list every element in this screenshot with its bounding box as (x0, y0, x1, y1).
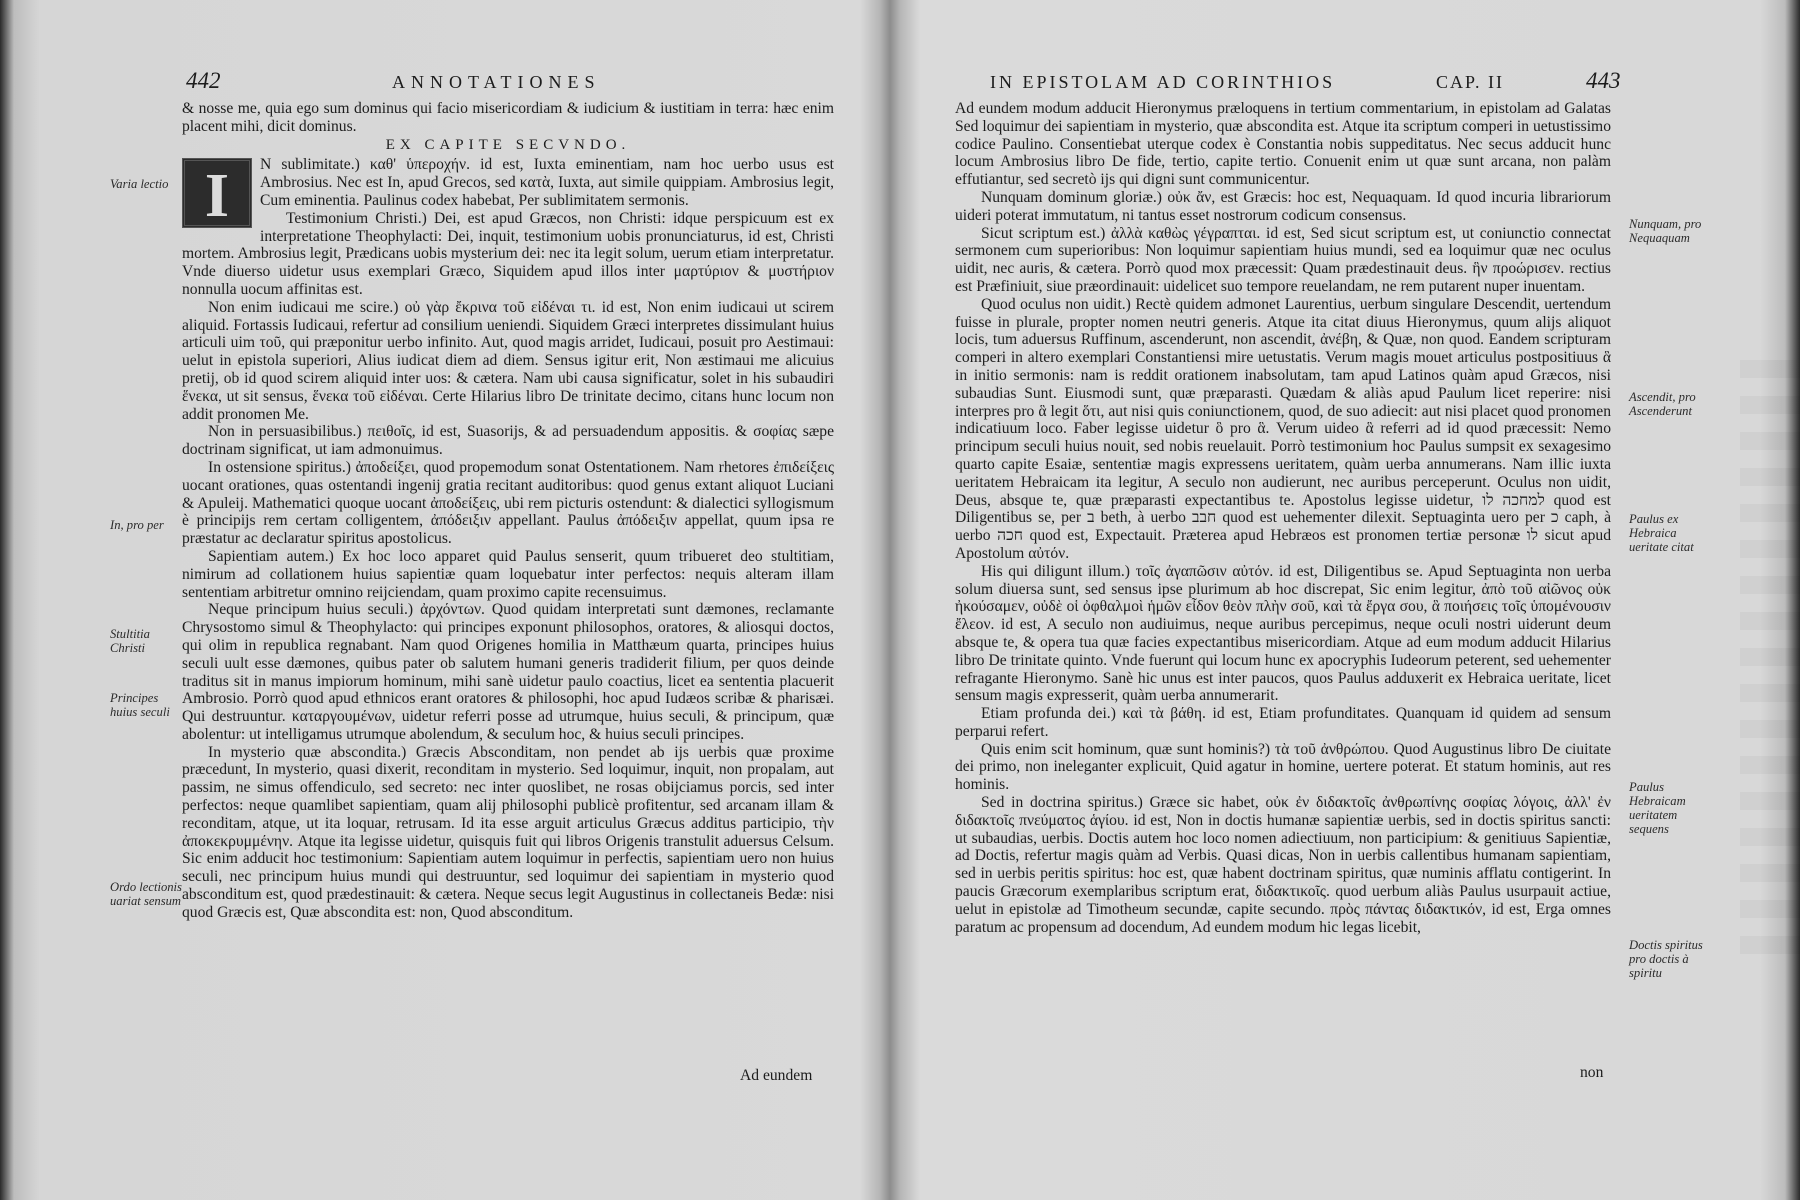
paragraph: His qui diligunt illum.) τοῖς ἀγαπῶσιν αὐτόν. id est, Diligentibus se. Apud Septuaginta non uerba solum diuersa sunt, sed sensus ipse plurimum ab hoc discrepat, Sic enim legitur, ἀπὸ τοῦ αἰῶνος οὐκ ἠκούσαμεν, οὐδὲ οἱ ὀφθαλμοὶ ἡμῶν εἶδον θεὸν πλὴν σοῦ, καὶ τὰ ἔργα σου, ἃ ποιήσεις τοῖς ὑπομένουσιν ἔλεον. id est, A seculo non audiuimus, neque auribus percepimus, neque oculi nostri uiderunt deum absque te, & opera tua quæ facies expectantibus misericordiam. Atque ad eum modum adducit Hilarius libro De trinitate quinto. Vnde fuerunt qui locum hunc ex apocryphis Iudeorum peterent, sed uehementer refragante Hieronymo. Sanè hic unus est inter paucos, quos Paulus adduxerit ex Hebraica ueritate, licet sensum magis expresserit, quàm uerba annumerarit. (955, 562, 1611, 705)
paragraph: Sapientiam autem.) Ex hoc loco apparet quid Paulus senserit, quum tribueret deo stultitiam, nimirum ad collationem huius sapientiæ quam loquebatur inter perfectos: nequis alteram illam sententiam arbitretur omnino reijciendam, quam proximo capite recensuimus. (182, 547, 834, 601)
chapter-marker: CAP. II (1436, 72, 1505, 92)
paragraph: Non enim iudicaui me scire.) οὐ γὰρ ἔκρινα τοῦ εἰδέναι τι. id est, Non enim iudicaui ut scirem aliquid. Fortassis Iudicaui, refertur ad consilium ueniendi. Siquidem Græci interpretes dissimulant huius articuli uim τοῦ, qui præponitur uerbo infinito. Aut, quod magis arridet, Iudicaui, posuit pro Aestimaui: uelut in epistola superiori, Alius iudicat diem ad diem. Sensus igitur erit, Non æstimaui me alicuius pretij, ob id quod scirem aliquid inter uos: & cætera. Nam ubi causa significatur, solet in his subaudiri ἕνεκα, ut sit sensus, ἕνεκα τοῦ εἰδέναι. Certe Hilarius libro De trinitate decimo, citans hunc locum non addit pronomen Me. (182, 298, 834, 423)
margin-note: Ascendit, pro Ascenderunt (1629, 390, 1696, 418)
paragraph: Non in persuasibilibus.) πειθοῖς, id est, Suasorijs, & ad persuadendum appositis. & σοφίας sæpe doctrinam significat, ut iam admonuimus. (182, 423, 834, 459)
paragraph: Testimonium Christi.) Dei, est apud Græcos, non Christi: idque perspicuum est ex interpretatione Theophylacti: Dei, inquit, testimonium uobis pronunciaturus, id est, Christi mortem. Ambrosius legit, Prædicans uobis mysterium dei: nec ita legit solum, uerum etiam interpretatur. Vnde diuerso uidetur usus exemplari Græco, Siquidem apud illos inter μαρτύριον & μυστήριον nonnulla uocum affinitas est. (182, 209, 834, 298)
paragraph: Neque principum huius seculi.) ἀρχόντων. Quod quidam interpretati sunt dæmones, reclamante Chrysostomo simul & Theophylacto: qui principes exponunt philosophos, oratores, & aliosqui doctos, qui olim in republica regnabant. Nam quod Origenes homilia in Matthæum quarta, principes huius seculi uult esse dæmones, quibus pater ob salutem humani generis tradiderit filium, per quos deinde traditus sit in manus impiorum hominum, mihi sanè uidetur paulo coactius, licet ea sententia placuerit Ambrosio. Porrò quod apud ethnicos erant oratores & philosophi, hoc apud Iudæos scribæ & pharisæi. Qui destruuntur. καταργουμένων, uidetur referri posse ad utrumque, huius seculi, & principum, quæ abolentur: ut intelligamus utrumque abolendum, & seculum hoc, & huius seculi principes. (182, 601, 834, 743)
paragraph: Sed in doctrina spiritus.) Græce sic habet, οὐκ ἐν διδακτοῖς ἀνθρωπίνης σοφίας λόγοις, ἀλλ' ἐν διδακτοῖς πνεύματος ἁγίου. id est, Non in doctis humanæ sapientiæ uerbis, sed in doctis spiritus sancti: ut subaudias, uerbis. Doctis autem hoc loco nomen adiectiuum, non participium: & genitiuus Sapientiæ, ad Doctis, refertur magis quàm ad Verbis. Quasi dicas, Non in uerbis callentibus humanam sapientiam, sed in uerbis peritis spiritus: hoc est, quæ habent doctrinam spiritus, quæ numinis afflatu contigerint. In paucis Græcorum exemplaribus scriptum erat, διδακτικοῖς. quod uerbum aliàs Paulus usurpauit actiue, uelut in epistolæ ad Timotheum secundæ, capite secundo. πρὸς πάντας διδακτικόν, id est, Erga omnes paratum ac propensum ad docendum, Ad eundem modum hic legas licebit, (955, 794, 1611, 936)
margin-note: Principes huius seculi (110, 691, 170, 719)
margin-note: Doctis spiritus pro doctis à spiritu (1629, 938, 1703, 980)
right-page-text (955, 100, 1611, 936)
margin-note: Stultitia Christi (110, 627, 150, 655)
paragraph: & nosse me, quia ego sum dominus qui facio misericordiam & iudicium & iustitiam in terra: hæc enim placent mihi, dicit dominus. (182, 100, 834, 135)
margin-note: Ordo lectionis uariat sensum (110, 880, 182, 908)
page-number-right: 443 (1586, 68, 1621, 93)
decorated-initial-letter: I (182, 158, 252, 228)
show-through-bleed (1740, 360, 1800, 960)
running-title-left: ANNOTATIONES (392, 72, 601, 92)
chapter-heading: EX CAPITE SECVNDO. (385, 136, 631, 153)
paragraph: Etiam profunda dei.) καὶ τὰ βάθη. id est, Etiam profunditates. Quanquam id quidem ad sensum perparui refert. (955, 705, 1611, 740)
paragraph: Nunquam dominum gloriæ.) οὐκ ἄν, est Græcis: hoc est, Nequaquam. Id quod incuria librariorum uideri poterat immutatum, ni tantus esset nostrorum codicum consensus. (955, 188, 1611, 224)
margin-note: Paulus ex Hebraica ueritate citat (1629, 512, 1694, 554)
margin-note: Nunquam, pro Nequaquam (1629, 217, 1702, 245)
margin-note: Varia lectio (110, 177, 169, 191)
paragraph: N sublimitate.) καθ' ὑπεροχήν. id est, Iuxta eminentiam, nam hoc uerbo usus est Ambrosius. Nec est In, apud Grecos, sed κατὰ, Iuxta, aut simile quippiam. Ambrosius legit, Cum eminentia. Paulinus codex habebat, Per sublimitatem sermonis. (260, 156, 834, 209)
running-title-right: IN EPISTOLAM AD CORINTHIOS (990, 72, 1336, 92)
catchword-right: non (1580, 1064, 1604, 1081)
paragraph: Quod oculus non uidit.) Rectè quidem admonet Laurentius, uerbum singulare Descendit, uertendum fuisse in plurale, propter nomen neutri generis. Atque ita citat diuus Hieronymus, quum alijs aliquot locis, tum aduersus Ruffinum, ascenderunt, non ascendit, ἀνέβη, & Quæ, non quod. Eandem scripturam comperi in altero exemplari Constantiensi mire uetustatis. Verum magis mouet articulus postpositiuus ἃ in initio sermonis: nam is reddit orationem inabsolutam, tam apud Latinos quàm apud Græcos, nisi subaudias Sunt. Eiusmodi sunt, quæ præparasti. Quædam & aliàs apud Paulum licet reperire: nisi interpres pro ἃ legit ὅτι, aut nisi quis coniunctionem, quod, de suo adiecit: aut nisi placet quod pronomen indicatiuum loco. Faber legisse uidetur ὃ pro ἃ. Verum uideo ἃ referri ad id quod præcessit: Nemo principum seculi huius nouit, sed nobis reuelauit. Porrò testimonium hoc Paulus sumpsit ex sexagesimo quarto capite Esaiæ, sententiæ magis expressens ueritatem, quàm uerba annumerans. Nam illic iuxta ueritatem Hebraicam ita legitur, A seculo non audierunt, nec auribus perceperunt. Oculus non uidit, Deus, absque te, quæ præparasti expectantibus te. Apostolus legisse uidetur, למחכה לו quod est Diligentibus se, per ב beth, à uerbo חבב quod est uehementer dilexit. Septuaginta uero per כ caph, à uerbo חכה quod est, Expectauit. Præterea apud Hebræos est pronomen tertiæ personæ לו sicut apud Apostolum αὐτόν. (955, 295, 1612, 562)
paragraph: In ostensione spiritus.) ἀποδείξει, quod propemodum sonat Ostentationem. Nam rhetores ἐπιδείξεις uocant orationes, quas ostentandi ingenij gratia recitant auditoribus: quod genus extant aliquot Luciani & Apuleij. Mathematici quoque uocant ἀποδείξεις, ubi rem picturis ostendunt: & dialectici syllogismum è principijs rem certam colligentem, ἀπόδειξιν appellant. Paulus ἀπόδειξιν appellat, quum ipsa re præstatur ac declaratur spiritus apostolicus. (182, 458, 834, 548)
page-number-left: 442 (186, 68, 221, 93)
left-page (0, 0, 888, 1200)
left-page-text (182, 100, 834, 922)
paragraph: In mysterio quæ abscondita.) Græcis Absconditam, non pendet ab ijs uerbis quæ proxime præcedunt, In mysterio, quasi dixerit, reconditam in mysterio. Sed loquimur, inquit, non propalam, aut passim, ne simus offendiculo, sed secreto: nec inter quoslibet, ne rosas obijciamus porcis, sed inter perfectos: neque quamlibet sapientiam, quam alij philosophi publicè profitentur, sed arcanam illam & reconditam, atque, ut ita loquar, retrusam. Id ita esse arguit articulus Græcus additus participio, τὴν ἀποκεκρυμμένην. Atque ita legisse uidetur, quisquis fuit qui libros Origenis transtulit aduersus Celsum. Sic enim adducit hoc testimonium: Sapientiam autem loquimur in perfectis, sapientiam uero non huius seculi, nec principum huius mundi qui destruuntur, sed loquimur dei sapientiam in mysterio quod absconditum est, quod prædestinauit: & cætera. Neque secus legit Augustinus in collectaneis Bedæ: nisi quod Græcis est, Quæ abscondita est: non, Quod absconditum. (182, 743, 834, 921)
margin-note: Paulus Hebraicam ueritatem sequens (1629, 780, 1686, 836)
paragraph: Quis enim scit hominum, quæ sunt hominis?) τὰ τοῦ ἀνθρώπου. Quod Augustinus libro De ciuitate dei primo, non ineleganter explicuit, Quid agatur in homine, uertere poterat. Et statum hominis, aut res hominis. (955, 740, 1611, 794)
paragraph: Ad eundem modum adducit Hieronymus præloquens in tertium commentarium, in epistolam ad Galatas Sed loquimur dei sapientiam in mysterio, quæ abscondita est. Atque ita scriptum comperi in uetustissimo codice Paulino. Consentiebat uterque codex è Constantia nobis suppeditatus. Nec secus adducit hunc locum Ambrosius libro De fide, tertio, capite tertio. Conuenit enim ut quæ sunt arcana, non palàm effutiantur, sed secretò ijs qui digni sunt communicentur. (955, 100, 1611, 189)
catchword-left: Ad eundem (740, 1067, 813, 1084)
right-page (892, 0, 1800, 1200)
paragraph: Sicut scriptum est.) ἀλλὰ καθὼς γέγραπται. id est, Sed sicut scriptum est, ut coniunctio connectat sermonem cum superioribus: Non loquimur sapientiam huius mundi, sed ea loquimur quæ nec oculus uidit, nec auris, & cætera. Porrò quod mox præcessit: Quam prædestinauit deus. ἣν προώρισεν. rectius est Præfiniuit, siue præordinauit: uidelicet suo tempore reuelandam, ne rem putarent nuper inuentam. (955, 224, 1611, 295)
margin-note: In, pro per (110, 518, 164, 532)
